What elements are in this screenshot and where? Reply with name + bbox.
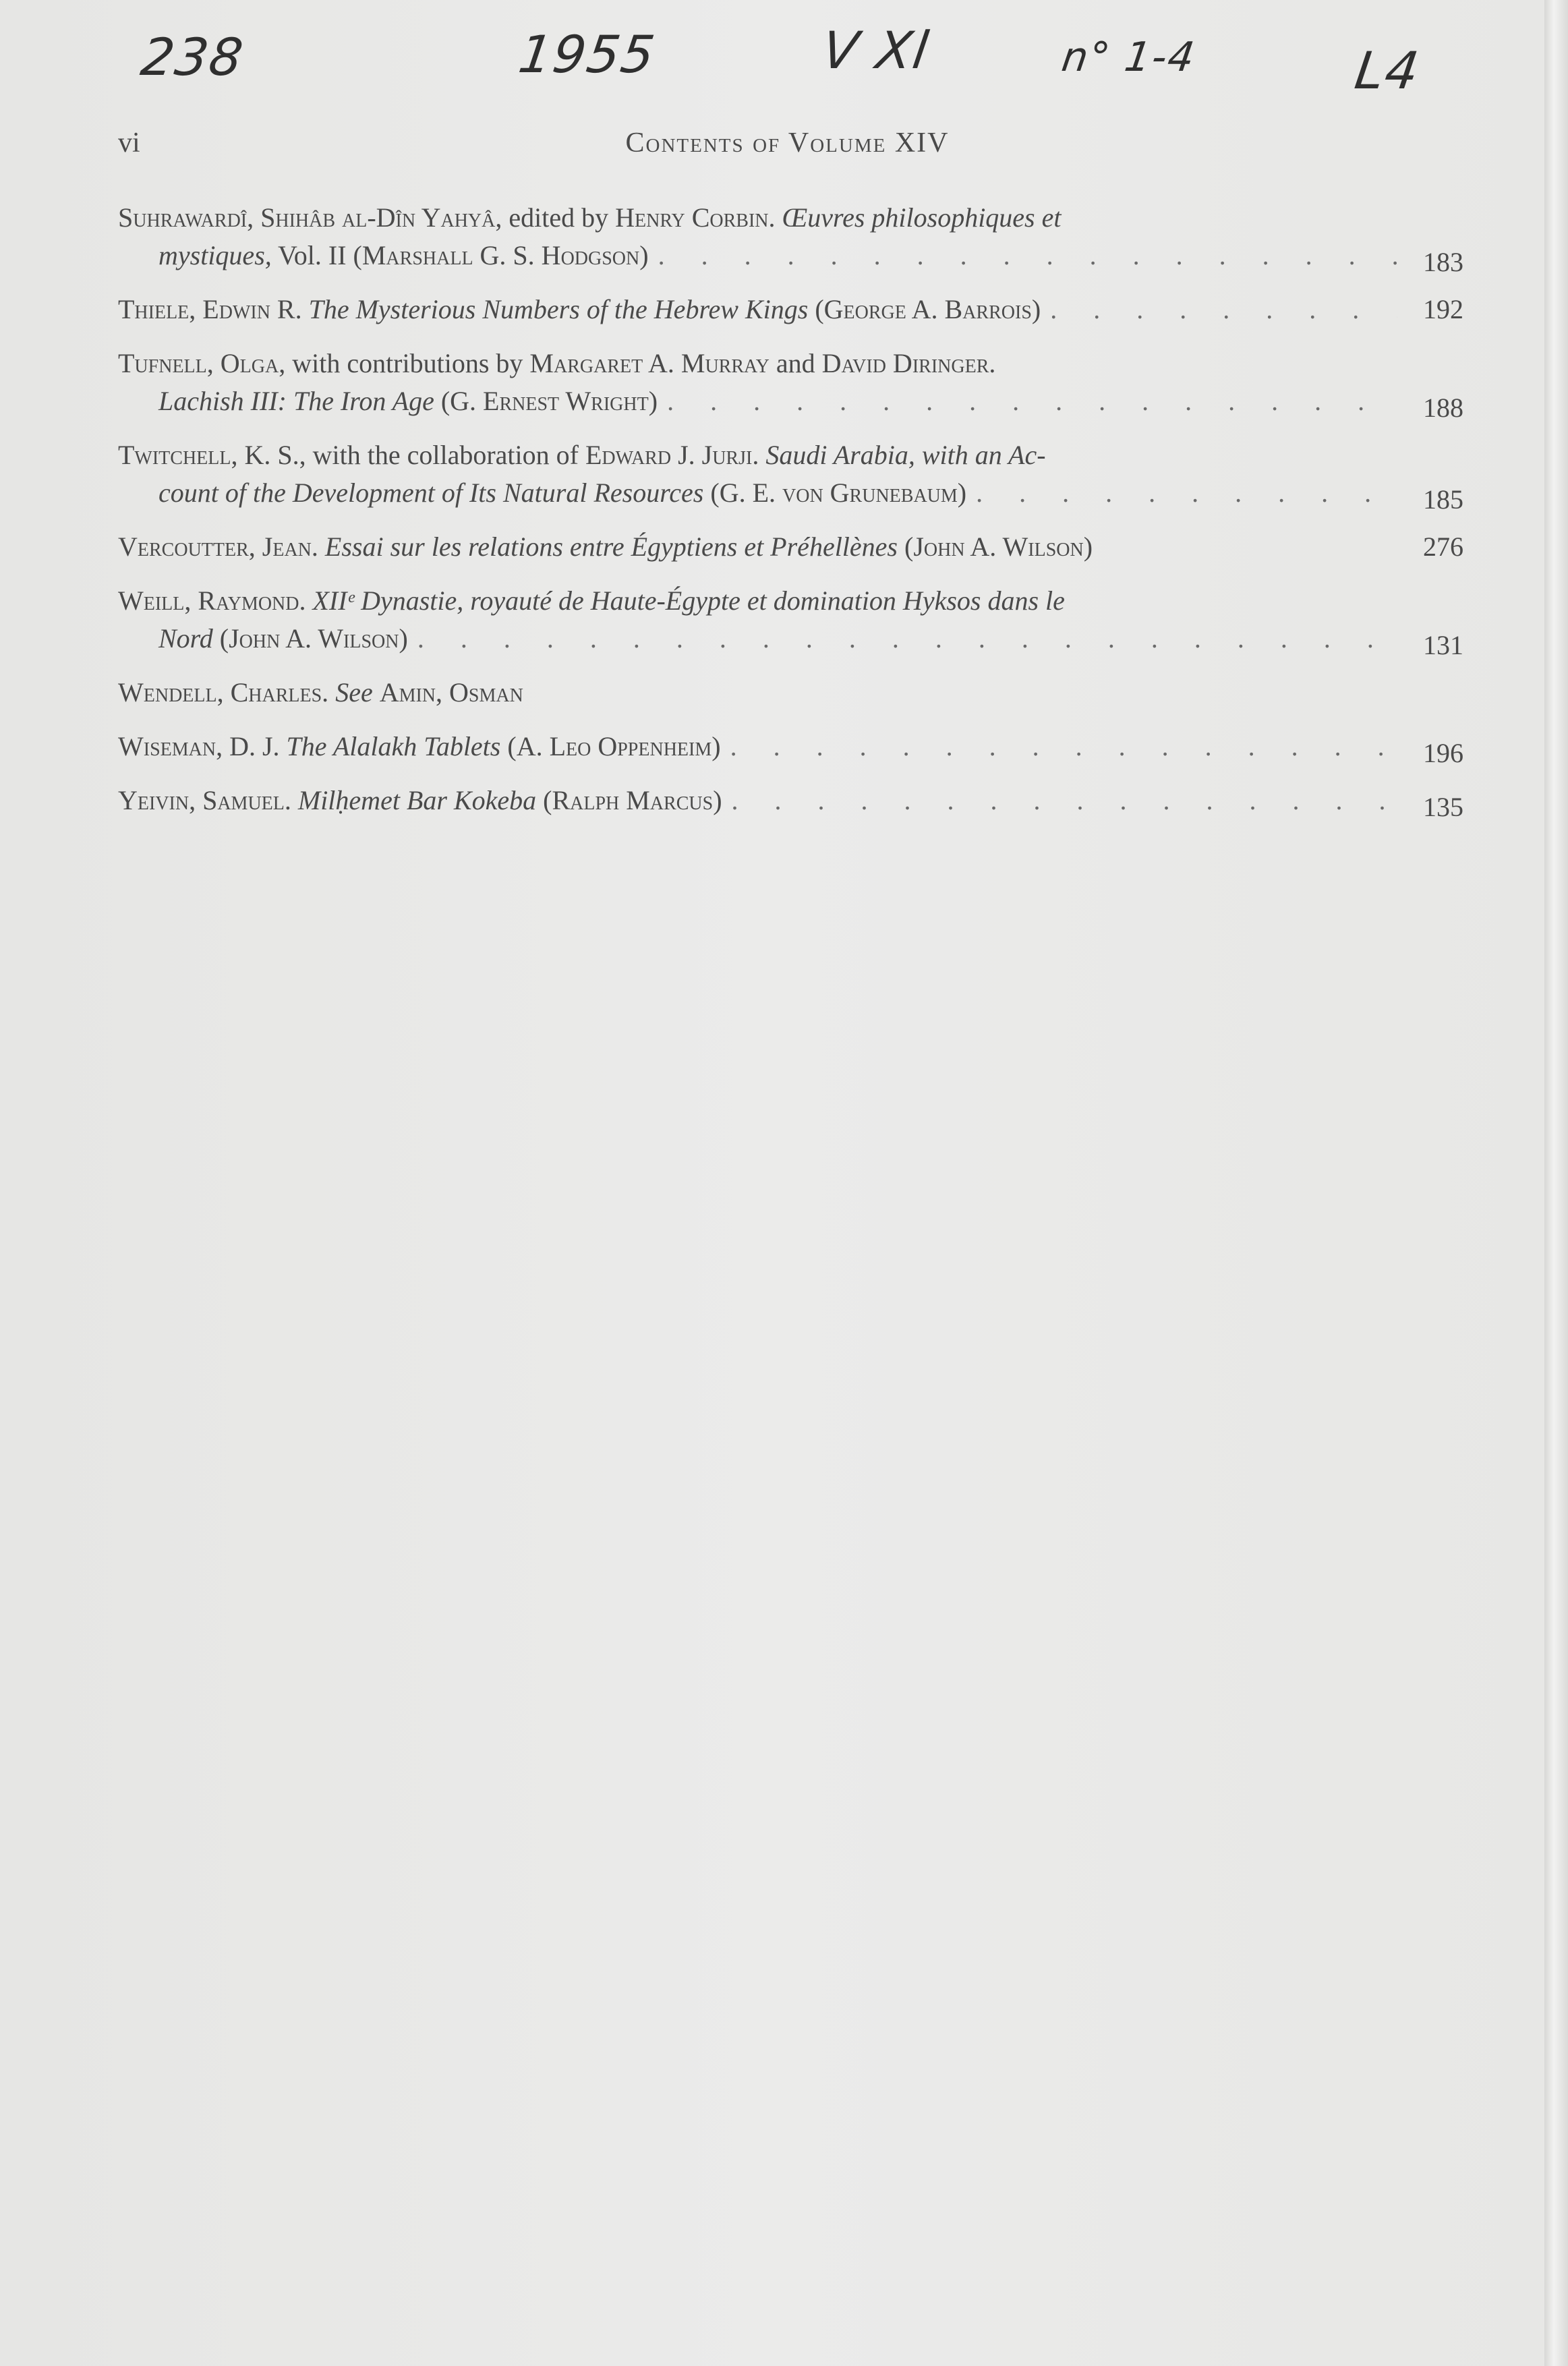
leader-dots <box>976 474 1397 512</box>
entry-see: See <box>328 677 380 708</box>
leader-dots <box>732 782 1397 819</box>
entry-author: Wiseman, D. J. <box>118 731 280 761</box>
entry-page: 192 <box>1423 294 1463 324</box>
leader-dots <box>1050 291 1397 328</box>
entry-paren: ) <box>648 386 658 416</box>
handwritten-code: L4 <box>1351 40 1424 100</box>
leader-dots <box>658 237 1397 275</box>
entry-title: Milḥemet Bar Kokeba <box>291 785 537 815</box>
entry-paren: ) <box>1083 531 1093 562</box>
entry-reviewer: G. Ernest Wright <box>450 386 649 416</box>
entry-reviewer: G. E. von Grunebaum <box>719 478 958 508</box>
entry-reviewer: Marshall G. S. Hodgson <box>361 240 640 270</box>
contents-entry <box>118 436 1463 515</box>
entry-title: Lachish III: The Iron Age <box>158 386 434 416</box>
handwritten-issue: n° 1-4 <box>1059 34 1199 81</box>
entry-paren: ) <box>1031 294 1041 324</box>
entry-paren: ( <box>212 623 229 654</box>
handwritten-year: 1955 <box>515 24 660 84</box>
entry-reviewer: John A. Wilson <box>229 623 399 654</box>
running-title: Contents of Volume XIV <box>625 127 950 158</box>
entry-author: Weill, Raymond. <box>118 585 306 616</box>
contents-entry <box>118 674 1463 712</box>
entry-author: Thiele, Edwin R. <box>118 294 302 324</box>
entry-contributor: Margaret A. Murray <box>529 348 770 378</box>
entry-paren: ( <box>808 294 824 324</box>
entry-paren: ( <box>536 785 552 815</box>
entry-title: The Alalakh Tablets <box>279 731 501 761</box>
page-number: vi <box>118 127 140 158</box>
handwritten-number: 238 <box>137 27 248 87</box>
entry-paren: ) <box>713 785 722 815</box>
entry-title: Œuvres philosophiques et <box>775 202 1062 233</box>
entry-title: XIIᵉ Dynastie, royauté de Haute-Égypte et domination Hyksos dans le <box>306 585 1065 616</box>
contents-entry <box>118 582 1463 658</box>
entry-reviewer: John A. Wilson <box>913 531 1084 562</box>
entry-author: Vercoutter, Jean. <box>118 531 318 562</box>
entry-paren: ( <box>500 731 517 761</box>
entry-text: with contributions by <box>285 348 530 378</box>
entry-paren: ( <box>703 478 720 508</box>
entry-page: 196 <box>1423 738 1463 768</box>
entry-page: 131 <box>1423 630 1463 660</box>
contents-entry <box>118 528 1463 566</box>
page-header <box>118 127 1457 167</box>
entry-paren: ( <box>434 386 451 416</box>
entry-title: The Mysterious Numbers of the Hebrew Kings <box>301 294 809 324</box>
entry-title-cont: mystiques, <box>158 240 272 270</box>
entry-reviewer: Ralph Marcus <box>552 785 714 815</box>
entry-editor: Henry Corbin. <box>615 202 776 233</box>
entry-text: with the collaboration of <box>306 440 585 470</box>
leader-dots <box>417 620 1397 658</box>
entry-author: Suhrawardî, Shihâb al-Dîn Yahyâ, <box>118 202 502 233</box>
entry-page: 276 <box>1423 531 1463 562</box>
entry-title-cont: Nord <box>158 623 213 654</box>
leader-dots <box>667 382 1397 420</box>
entry-page: 185 <box>1423 484 1463 515</box>
entry-page: 183 <box>1423 247 1463 277</box>
entry-text: edited by <box>502 202 616 233</box>
entry-title: Essai sur les relations entre Égyptiens et Préhellènes <box>318 531 898 562</box>
entry-paren: ) <box>712 731 721 761</box>
entry-reviewer: George A. Barrois <box>823 294 1032 324</box>
entry-title-cont: count of the Development of Its Natural Resources <box>158 478 704 508</box>
entry-paren: ) <box>399 623 408 654</box>
page-edge <box>1544 0 1568 2366</box>
entry-text: and <box>769 348 822 378</box>
entry-page: 188 <box>1423 393 1463 423</box>
entry-text: Vol. II ( <box>271 240 362 270</box>
contents-entry <box>118 199 1463 275</box>
entry-paren: ) <box>957 478 967 508</box>
entry-paren: ( <box>898 531 914 562</box>
entry-reviewer: A. Leo Oppenheim <box>516 731 712 761</box>
entry-cross-reference: Amin, Osman <box>379 677 523 708</box>
entry-title: Saudi Arabia, with an Ac- <box>759 440 1046 470</box>
entry-author: Yeivin, Samuel. <box>118 785 291 815</box>
contents-entry <box>118 782 1463 822</box>
entry-collaborator: Edward J. Jurji. <box>585 440 759 470</box>
contents-list <box>118 199 1463 822</box>
contents-entry <box>118 728 1463 766</box>
contents-entry <box>118 345 1463 423</box>
leader-dots <box>730 728 1397 766</box>
entry-page: 135 <box>1423 792 1463 822</box>
entry-author: Tufnell, Olga, <box>118 348 286 378</box>
contents-entry <box>118 291 1463 328</box>
entry-paren: ) <box>639 240 649 270</box>
entry-contributor: David Diringer. <box>821 348 996 378</box>
handwritten-volume: V Xl <box>818 20 933 80</box>
entry-author: Twitchell, K. S., <box>118 440 306 470</box>
entry-author: Wendell, Charles. <box>118 677 329 708</box>
